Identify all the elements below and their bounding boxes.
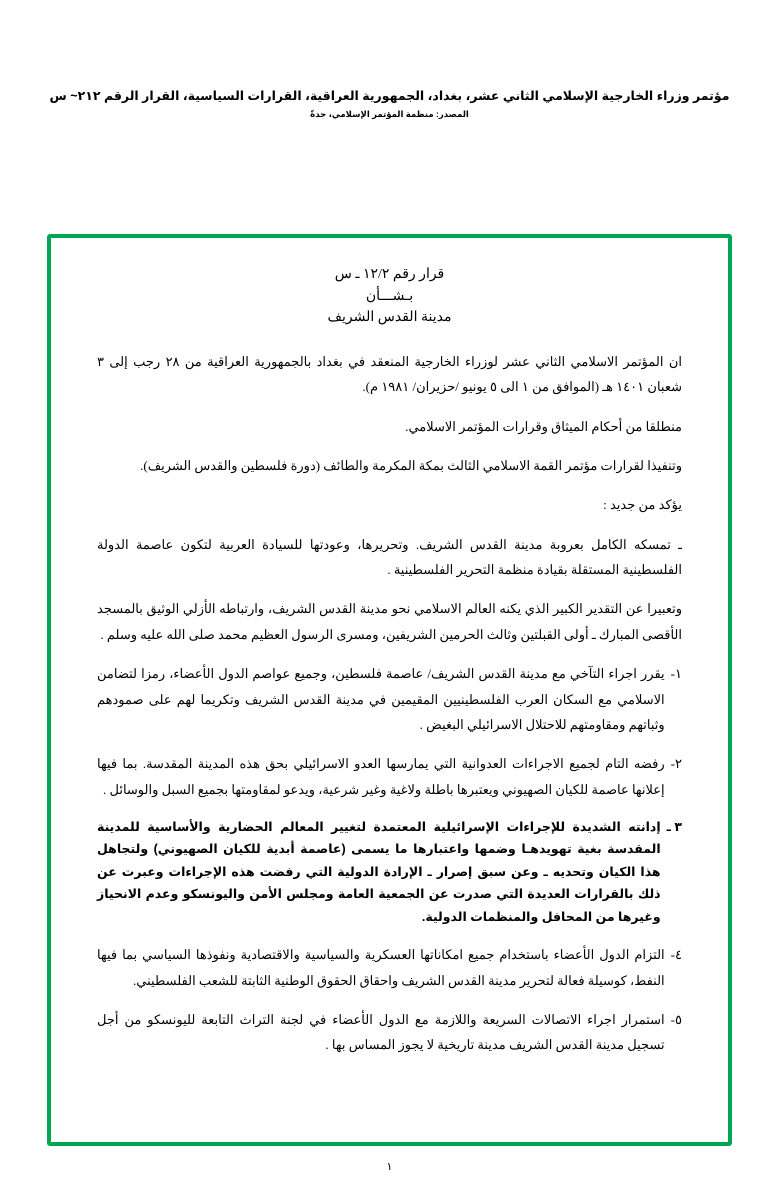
resolution-subject: مدينة القدس الشريف (327, 310, 452, 326)
conference-title: مؤتمر وزراء الخارجية الإسلامي الثاني عشر، بغداد، الجمهورية العراقية، القرارات السياسية، القرار الرقم ٢١٢~ س (49, 89, 730, 103)
resolution-regarding: بـشـــأن (365, 288, 414, 304)
item-number: ٢- (670, 756, 682, 772)
item-number: ١- (670, 666, 682, 682)
green-content-frame (47, 234, 732, 1146)
page-number: ١ (386, 1161, 393, 1173)
item-text: يقرر اجراء التآخي مع مدينة القدس الشريف/ عاصمة فلسطين، وجميع عواصم الدول الأعضاء، رمزا لتضامن الاسلامي مع السكان العرب الفلسطينيين المقيمين في مدينة القدس الشريف وتكريما لهم على صمودهم وثباتهم ومقاومتهم للاحتلال الاسرائيلي البغيض . (97, 666, 665, 732)
item-number: ٥- (670, 1012, 682, 1028)
resolution-number: قرار رقم ١٢/٢ ـ س (334, 267, 445, 282)
resolution-item (97, 661, 682, 737)
item-number: ٤- (670, 947, 682, 963)
item-text: رفضه التام لجميع الاجراءات العدوانية التي يمارسها العدو الاسرائيلي بحق هذه المدينة المقدسة. بما فيها إعلانها عاصمة للكيان الصهيوني ويعتبرها باطلة ولاغية وغير شرعية، ويدعو لمقاومتها بجميع السبل والوسائل . (97, 756, 665, 797)
document-page (0, 88, 779, 1181)
affirms-line: يؤكد من جديد : (603, 497, 682, 513)
item-text: التزام الدول الأعضاء باستخدام جميع امكاناتها العسكرية والسياسية والاقتصادية ونفوذها السياسي بما فيها النفط، كوسيلة فعالة لتحرير مدينة القدس الشريف واحقاق الحقوق الوطنية الثابتة للشعب الفلسطيني. (97, 947, 665, 988)
resolution-heading (97, 264, 682, 329)
preamble-paragraph-2: منطلقا من أحكام الميثاق وقرارات المؤتمر الاسلامي. (405, 418, 682, 434)
resolution-item (97, 942, 682, 993)
source-line: المصدر: منظمة المؤتمر الإسلامي، جدةّ (310, 108, 469, 119)
dash-clause-2: وتعبيرا عن التقدير الكبير الذي يكنه العالم الاسلامي نحو مدينة القدس الشريف، وارتباطه الأزلي الوثيق بالمسجد الأقصى المبارك ـ أولى القبلتين وثالث الحرمين الشريفين، ومسرى الرسول العظيم محمد صلى الله عليه وسلم . (97, 601, 682, 642)
preamble-paragraph-1: ان المؤتمر الاسلامي الثاني عشر لوزراء الخارجية المنعقد في بغداد بالجمهورية العراقية من ٢٨ رجب إلى ٣ شعبان ١٤٠١ هـ (الموافق من ١ الى ٥ يونيو /حزيران/ ١٩٨١ م). (97, 354, 682, 395)
item-number: ٣ ـ (666, 819, 682, 834)
document-header (0, 88, 779, 120)
item-text: إدانته الشديدة للإجراءات الإسرائيلية المعتمدة لتغيير المعالم الحضارية والأساسية للمدينة المقدسة بغية تهويدهـا وضمها واعتبارها ما يسمى (عاصمة أبدية للكيان الصهيوني) ولتجاهل هذا الكيان وتحديه ـ وعن سبق إصرار ـ الإرادة الدولية التي رفضت هذه الإجراءات وعبرت عن ذلك بالقرارات العديدة التي صدرت عن الجمعية العامة ومجلس الأمن واليونسكو وعدم الانحياز وغيرها من المحافل والمنظمات الدولية. (97, 819, 661, 924)
dash-clause-1: ـ تمسكه الكامل بعروبة مدينة القدس الشريف. وتحريرها، وعودتها للسيادة العربية لتكون عاصمة الدولة الفلسطينية المستقلة بقيادة منظمة التحرير الفلسطينية . (97, 536, 682, 578)
item-text: استمرار اجراء الاتصالات السريعة واللازمة مع الدول الأعضاء في لجنة التراث التابعة لليونسكو من أجل تسجيل مدينة القدس الشريف مدينة تاريخية لا يجوز المساس بها . (97, 1012, 665, 1053)
resolution-item (97, 751, 682, 802)
frame-inner (51, 238, 728, 1078)
preamble-paragraph-3: وتنفيذا لقرارات مؤتمر القمة الاسلامي الثالث بمكة المكرمة والطائف (دورة فلسطين والقدس الشريف). (140, 458, 682, 474)
resolution-item (97, 816, 682, 929)
resolution-item (97, 1007, 682, 1058)
